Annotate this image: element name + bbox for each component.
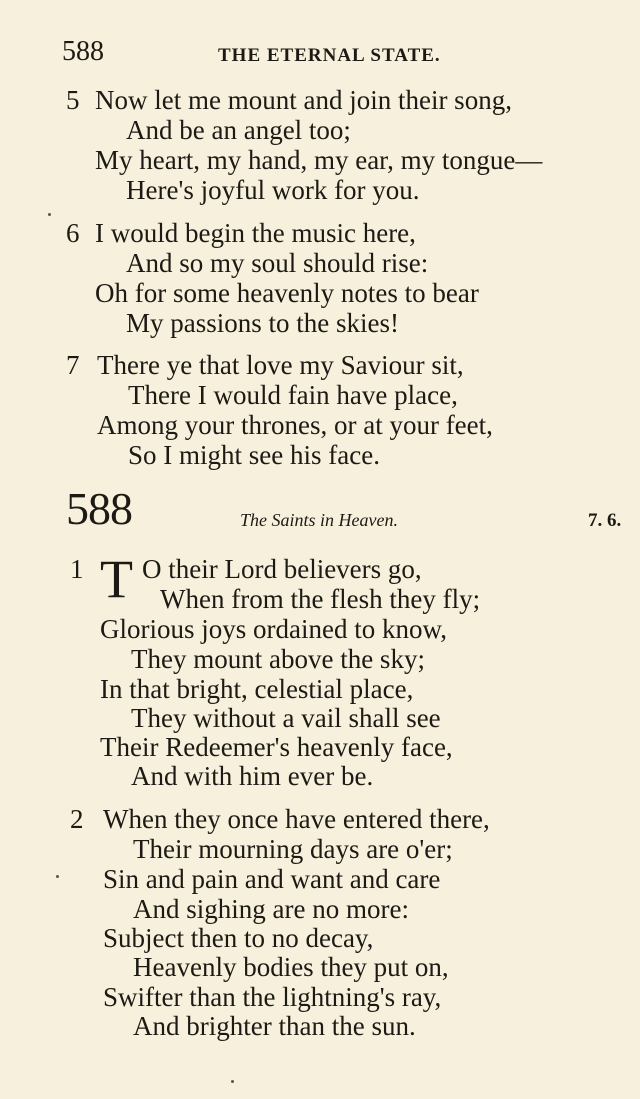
verse-line: My heart, my hand, my ear, my tongue— [95, 145, 543, 175]
verse-line: So I might see his face. [128, 440, 380, 470]
hymn-number: 588 [66, 483, 132, 534]
verse-line: When they once have entered there, [103, 804, 490, 834]
verse-line: Subject then to no decay, [103, 923, 374, 953]
verse-line: My passions to the skies! [126, 308, 399, 338]
verse-line: When from the flesh they fly; [160, 584, 481, 614]
stanza-number: 5 [66, 85, 80, 115]
verse-line: Glorious joys ordained to know, [100, 614, 447, 644]
stanza-number: 7 [66, 350, 80, 380]
verse-line: O their Lord believers go, [142, 554, 422, 584]
stanza-number: 1 [70, 554, 84, 584]
verse-line: Their Redeemer's heavenly face, [100, 732, 453, 762]
verse-line: Oh for some heavenly notes to bear [95, 278, 479, 308]
hymn-title: The Saints in Heaven. [240, 510, 398, 530]
drop-cap: T [100, 549, 133, 609]
stanza-number: 6 [66, 218, 80, 248]
paper-speck [231, 1080, 234, 1083]
verse-line: And be an angel too; [126, 115, 351, 145]
page-number: 588 [62, 36, 104, 67]
verse-line: There ye that love my Saviour sit, [97, 350, 464, 380]
verse-line: Among your thrones, or at your feet, [97, 410, 493, 440]
verse-line: In that bright, celestial place, [100, 674, 414, 704]
verse-line: And with him ever be. [131, 761, 374, 791]
verse-line: I would begin the music here, [95, 218, 416, 248]
hymn-meter: 7. 6. [588, 510, 622, 531]
verse-line: And so my soul should rise: [126, 248, 429, 278]
verse-line: There I would fain have place, [128, 380, 458, 410]
verse-line: They without a vail shall see [131, 703, 441, 733]
verse-line: Now let me mount and join their song, [95, 85, 512, 115]
verse-line: Sin and pain and want and care [103, 864, 441, 894]
verse-line: Swifter than the lightning's ray, [103, 982, 442, 1012]
running-title: THE ETERNAL STATE. [218, 45, 441, 66]
paper-speck [48, 213, 51, 216]
verse-line: And sighing are no more: [133, 894, 409, 924]
verse-line: They mount above the sky; [131, 644, 425, 674]
paper-speck [56, 875, 59, 878]
verse-line: Heavenly bodies they put on, [133, 952, 449, 982]
verse-line: Their mourning days are o'er; [133, 834, 453, 864]
verse-line: Here's joyful work for you. [126, 175, 420, 205]
verse-line: And brighter than the sun. [133, 1011, 416, 1041]
stanza-number: 2 [70, 804, 84, 834]
